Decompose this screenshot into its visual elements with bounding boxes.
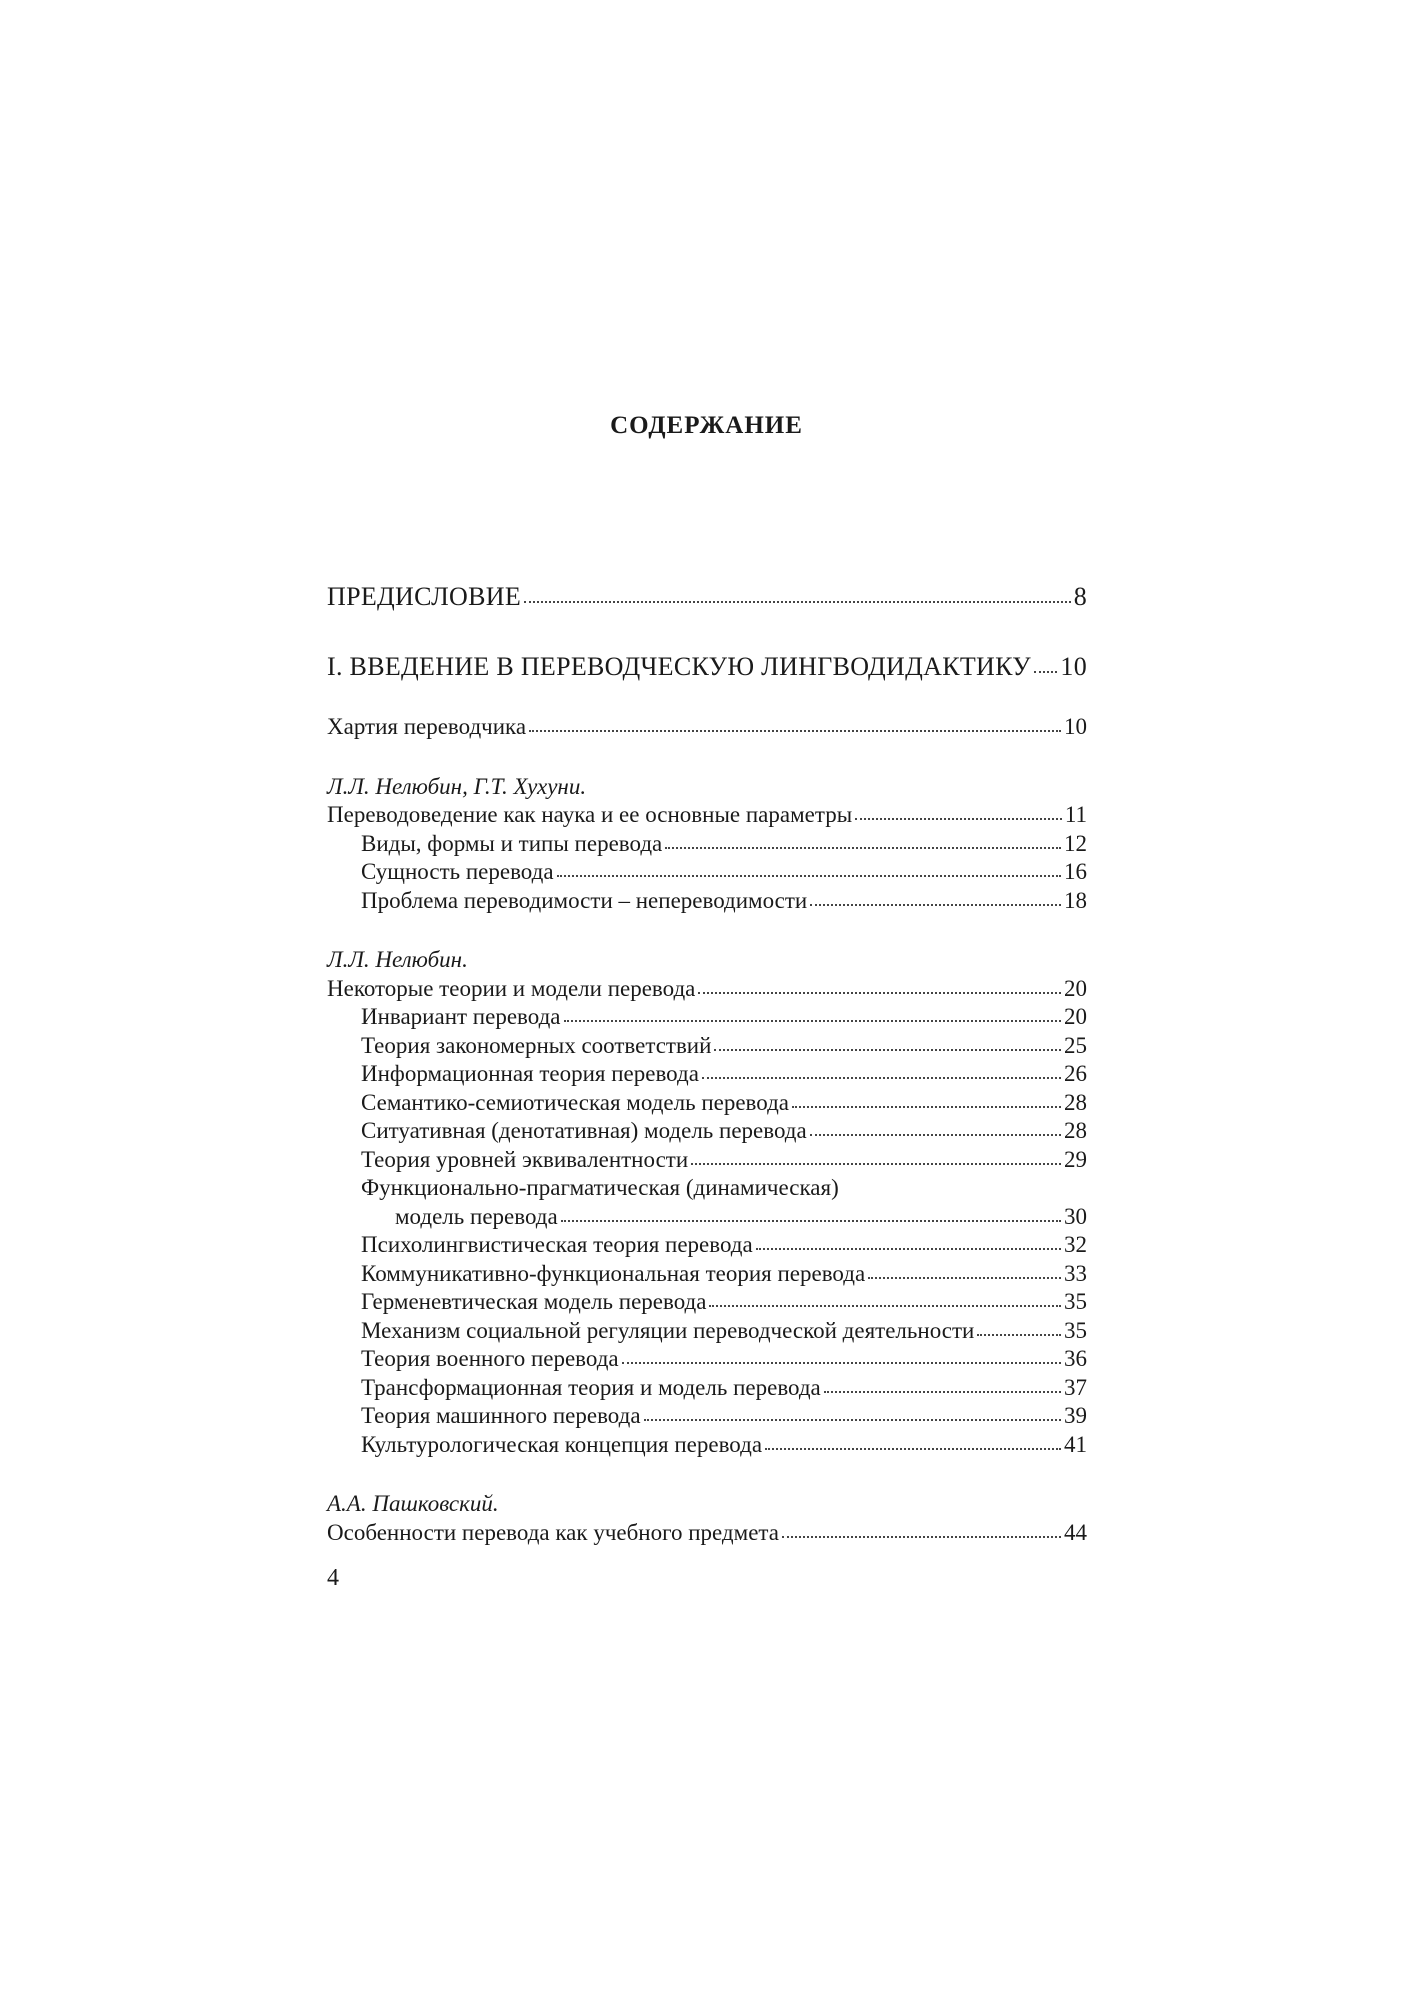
toc-entry-preface (327, 582, 1087, 612)
section-author: А.А. Пашковский. (327, 1491, 499, 1516)
dot-leader (855, 817, 1062, 820)
dot-leader (698, 991, 1061, 994)
toc-entry-subsection (327, 1032, 1087, 1061)
toc-entry-subsection (327, 830, 1087, 859)
dot-leader (665, 846, 1061, 849)
dot-leader (824, 1390, 1061, 1393)
page-title: СОДЕРЖАНИЕ (610, 412, 803, 439)
toc-entry-title: Некоторые теории и модели перевода (327, 975, 696, 1001)
toc-entry-page: 32 (1064, 1232, 1087, 1257)
toc-entry-page: 20 (1064, 1004, 1087, 1029)
toc-entry-subsection (327, 1431, 1087, 1460)
subsection-list (327, 830, 1087, 916)
toc-entry-page: 39 (1064, 1403, 1087, 1428)
section-author: Л.Л. Нелюбин. (327, 947, 468, 972)
toc-entry-page: 11 (1064, 802, 1087, 827)
toc-entry-title: Особенности перевода как учебного предмета (327, 1519, 779, 1545)
toc-entry-subsection (327, 1345, 1087, 1374)
page-number: 4 (327, 1565, 339, 1591)
toc-entry-title: Хартия переводчика (327, 714, 527, 739)
toc-entry-subsection (327, 1317, 1087, 1346)
toc-entry-title: модель перевода (395, 1203, 558, 1229)
toc-entry-page: 28 (1064, 1089, 1087, 1115)
toc-entry-page: 20 (1064, 975, 1087, 1001)
toc-entry-title: ПРЕДИСЛОВИЕ (327, 582, 522, 611)
toc-entry-page: 10 (1060, 652, 1087, 681)
toc-entry-subsection (327, 1260, 1087, 1289)
dot-leader (868, 1276, 1061, 1279)
toc-entry-page: 18 (1064, 887, 1087, 913)
toc-entry-subsection (327, 1003, 1087, 1032)
toc-entry-title: Коммуникативно-функциональная теория перевода (361, 1260, 866, 1286)
dot-leader (561, 1219, 1061, 1222)
toc-entry-page: 30 (1064, 1203, 1087, 1229)
toc-entry-subsection (327, 1060, 1087, 1089)
toc-entry-title: Инвариант перевода (361, 1004, 561, 1029)
toc-entry-title: Ситуативная (денотативная) модель перевода (361, 1118, 807, 1143)
dot-leader (782, 1535, 1061, 1538)
toc-entry-subsection (327, 1117, 1087, 1146)
toc-entry-title-line: Функционально-прагматическая (динамическая) (361, 1175, 839, 1200)
toc-entry-section (327, 975, 1087, 1004)
subsection-list (327, 1003, 1087, 1174)
toc-entry-page: 33 (1064, 1260, 1087, 1286)
toc-entry-subsection (327, 1402, 1087, 1431)
subsection-list (327, 1231, 1087, 1459)
toc-entry-title: Теория закономерных соответствий (361, 1032, 712, 1058)
dot-leader (702, 1076, 1061, 1079)
dot-leader (810, 903, 1061, 906)
toc-entry-title: Психолингвистическая теория перевода (361, 1232, 753, 1257)
toc-entry-page: 37 (1064, 1374, 1087, 1400)
dot-leader (524, 600, 1071, 603)
toc-entry-title: Теория уровней эквивалентности (361, 1146, 689, 1172)
toc-entry-subsection (327, 887, 1087, 916)
toc-entry-page: 44 (1064, 1519, 1087, 1545)
toc-entry-subsection (327, 858, 1087, 887)
dot-leader (644, 1418, 1061, 1421)
toc-entry-title: Переводоведение как наука и ее основные параметры (327, 802, 853, 827)
toc-entry-subsection (327, 1231, 1087, 1260)
dot-leader (756, 1247, 1061, 1250)
toc-entry-title: Механизм социальной регуляции переводческой деятельности (361, 1317, 975, 1343)
toc-entry-section (327, 801, 1087, 830)
toc-entry-page: 10 (1064, 714, 1087, 739)
table-of-contents (327, 582, 1087, 1547)
dot-leader (977, 1333, 1061, 1336)
toc-entry-page: 36 (1064, 1346, 1087, 1371)
toc-entry-title: Семантико-семиотическая модель перевода (361, 1089, 790, 1115)
toc-entry-title: Теория военного перевода (361, 1346, 619, 1371)
toc-entry-page: 26 (1064, 1061, 1087, 1086)
toc-entry-part-1 (327, 652, 1087, 682)
toc-entry-title: Трансформационная теория и модель перевода (361, 1374, 821, 1400)
toc-entry-charter (327, 713, 1087, 742)
toc-entry-page: 28 (1064, 1118, 1087, 1143)
toc-entry-subsection (327, 1146, 1087, 1175)
section-author: Л.Л. Нелюбин, Г.Т. Хухуни. (327, 773, 587, 799)
toc-entry-subsection (327, 1374, 1087, 1403)
toc-entry-title: Информационная теория перевода (361, 1061, 699, 1086)
toc-entry-subsection (327, 1288, 1087, 1317)
toc-entry-section (327, 1519, 1087, 1548)
toc-entry-page: 12 (1064, 830, 1087, 856)
toc-entry-title: Теория машинного перевода (361, 1403, 641, 1428)
toc-entry-page: 29 (1064, 1146, 1087, 1172)
toc-entry-title: Виды, формы и типы перевода (361, 830, 663, 856)
toc-entry-page: 35 (1064, 1317, 1087, 1343)
toc-entry-page: 8 (1073, 582, 1087, 611)
toc-entry-subsection (327, 1203, 1087, 1232)
toc-entry-title: Сущность перевода (361, 859, 554, 884)
dot-leader (529, 729, 1061, 732)
dot-leader (709, 1304, 1061, 1307)
toc-entry-title: Проблема переводимости – непереводимости (361, 887, 808, 913)
dot-leader (691, 1162, 1061, 1165)
dot-leader (564, 1019, 1062, 1022)
toc-entry-page: 25 (1064, 1032, 1087, 1058)
toc-entry-page: 41 (1064, 1431, 1087, 1457)
toc-entry-title: Культурологическая концепция перевода (361, 1431, 763, 1457)
dot-leader (557, 874, 1061, 877)
dot-leader (1034, 670, 1057, 673)
toc-entry-page: 16 (1064, 859, 1087, 884)
toc-entry-title: Герменевтическая модель перевода (361, 1289, 707, 1314)
dot-leader (622, 1361, 1061, 1364)
dot-leader (810, 1133, 1061, 1136)
toc-entry-page: 35 (1064, 1289, 1087, 1314)
dot-leader (792, 1105, 1061, 1108)
toc-entry-title: I. ВВЕДЕНИЕ В ПЕРЕВОДЧЕСКУЮ ЛИНГВОДИДАКТИКУ (327, 652, 1031, 681)
dot-leader (765, 1447, 1061, 1450)
dot-leader (714, 1048, 1061, 1051)
toc-entry-subsection (327, 1089, 1087, 1118)
